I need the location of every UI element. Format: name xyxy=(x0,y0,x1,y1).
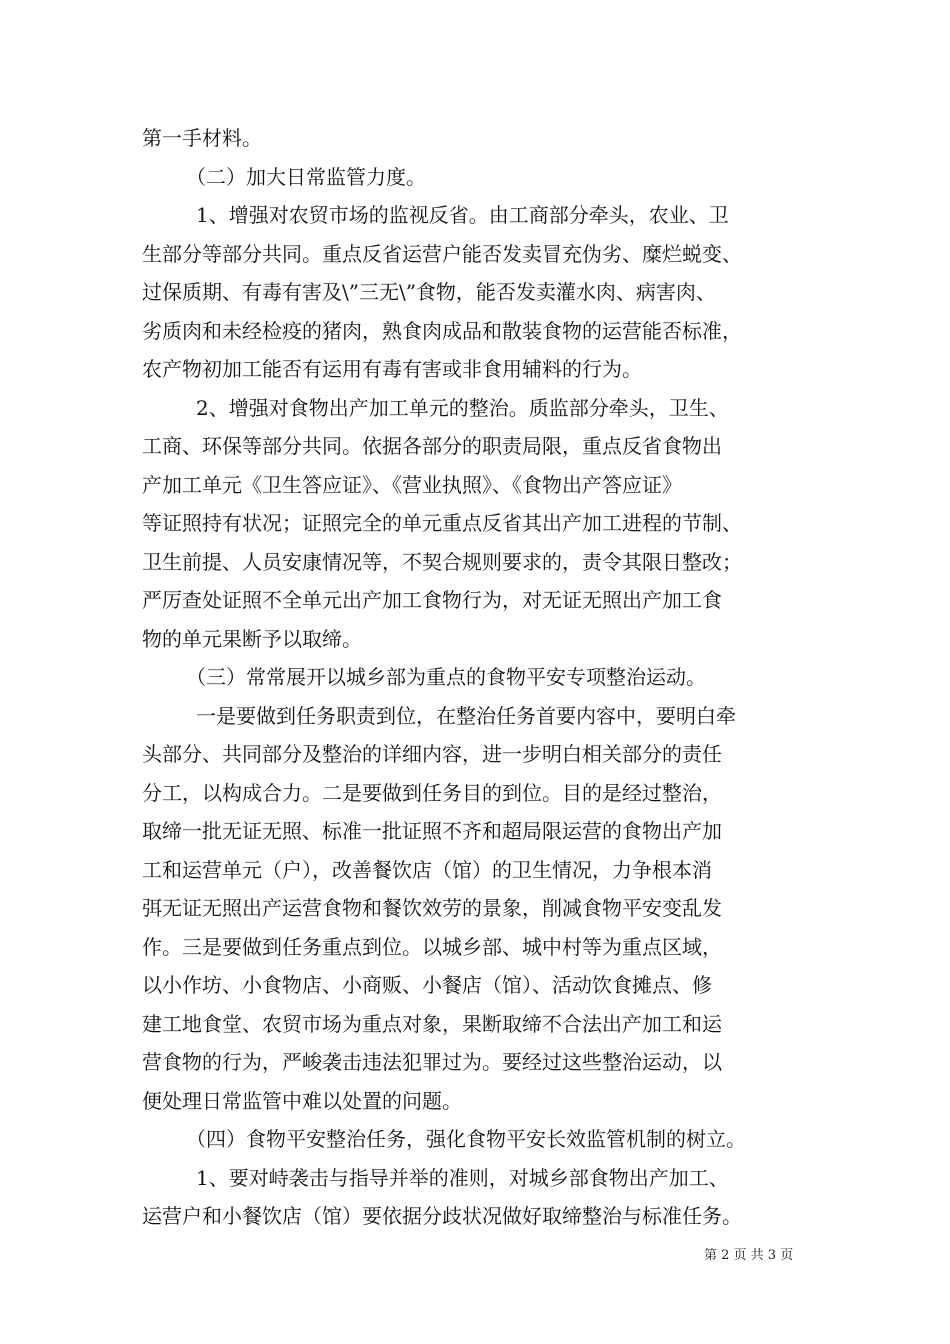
text-line: 一是要做到任务职责到位，在整治任务首要内容中，要明白牵 xyxy=(196,703,736,728)
text-line: 生部分等部分共同。重点反省运营户能否发卖冒充伪劣、糜烂蜕变、 xyxy=(142,241,742,266)
text-line: 营食物的行为，严峻袭击违法犯罪过为。要经过这些整治运动，以 xyxy=(142,1050,722,1074)
text-line: 第一手材料。 xyxy=(142,126,262,150)
text-line: 运营户和小餐饮店（馆）要依据分歧状况做好取缔整治与标准任务。 xyxy=(142,1204,742,1228)
text-line: 分工，以构成合力。二是要做到任务目的到位。目的是经过整治， xyxy=(142,780,722,805)
text-line: 工和运营单元（户），改善餐饮店（馆）的卫生情况，力争根本消 xyxy=(142,857,712,882)
text-line: 农产物初加工能否有运用有毒有害或非食用辅料的行为。 xyxy=(142,357,642,381)
section-heading-4: （四）食物平安整治任务，强化食物平安长效监管机制的树立。 xyxy=(186,1127,746,1151)
text-line: 2、增强对食物出产加工单元的整治。质监部分牵头，卫生、 xyxy=(196,395,729,420)
text-line: 建工地食堂、农贸市场为重点对象，果断取缔不合法出产加工和运 xyxy=(142,1011,722,1036)
text-line: 取缔一批无证无照、标准一批证照不齐和超局限运营的食物出产加 xyxy=(142,819,722,843)
text-line: 过保质期、有毒有害及\”三无\”食物，能否发卖灌水肉、病害肉、 xyxy=(142,280,716,304)
section-heading-3: （三）常常展开以城乡部为重点的食物平安专项整治运动。 xyxy=(186,665,706,689)
text-line: 卫生前提、人员安康情况等，不契合规则要求的，责令其限日整改； xyxy=(142,549,742,574)
text-line: 物的单元果断予以取缔。 xyxy=(142,626,362,651)
text-line: 作。三是要做到任务重点到位。以城乡部、城中村等为重点区域， xyxy=(142,934,722,959)
text-line: 1、要对峙袭击与指导并举的准则，对城乡部食物出产加工、 xyxy=(196,1165,729,1190)
text-line: 等证照持有状况；证照完全的单元重点反省其出产加工进程的节制、 xyxy=(142,511,742,535)
text-line: 便处理日常监管中难以处置的问题。 xyxy=(142,1088,462,1113)
text-line: 以小作坊、小食物店、小商贩、小餐店（馆）、活动饮食摊点、修 xyxy=(142,973,712,997)
text-line: 头部分、共同部分及整治的详细内容，进一步明白相关部分的责任 xyxy=(142,742,722,766)
page-number-footer: 第 2 页 共 3 页 xyxy=(704,1248,794,1263)
document-body xyxy=(142,119,822,1236)
text-line: 1、增强对农贸市场的监视反省。由工商部分牵头，农业、卫 xyxy=(196,203,729,227)
text-line: 产加工单元《卫生答应证》、《营业执照》、《食物出产答应证》 xyxy=(142,472,682,497)
section-heading-2: （二）加大日常监管力度。 xyxy=(186,164,426,189)
text-line: 劣质肉和未经检疫的猪肉，熟食肉成品和散装食物的运营能否标准， xyxy=(142,318,742,343)
text-line: 弭无证无照出产运营食物和餐饮效劳的景象，削减食物平安变乱发 xyxy=(142,896,722,920)
text-line: 严厉查处证照不全单元出产加工食物行为，对无证无照出产加工食 xyxy=(142,588,722,612)
text-line: 工商、环保等部分共同。依据各部分的职责局限，重点反省食物出 xyxy=(142,434,722,458)
